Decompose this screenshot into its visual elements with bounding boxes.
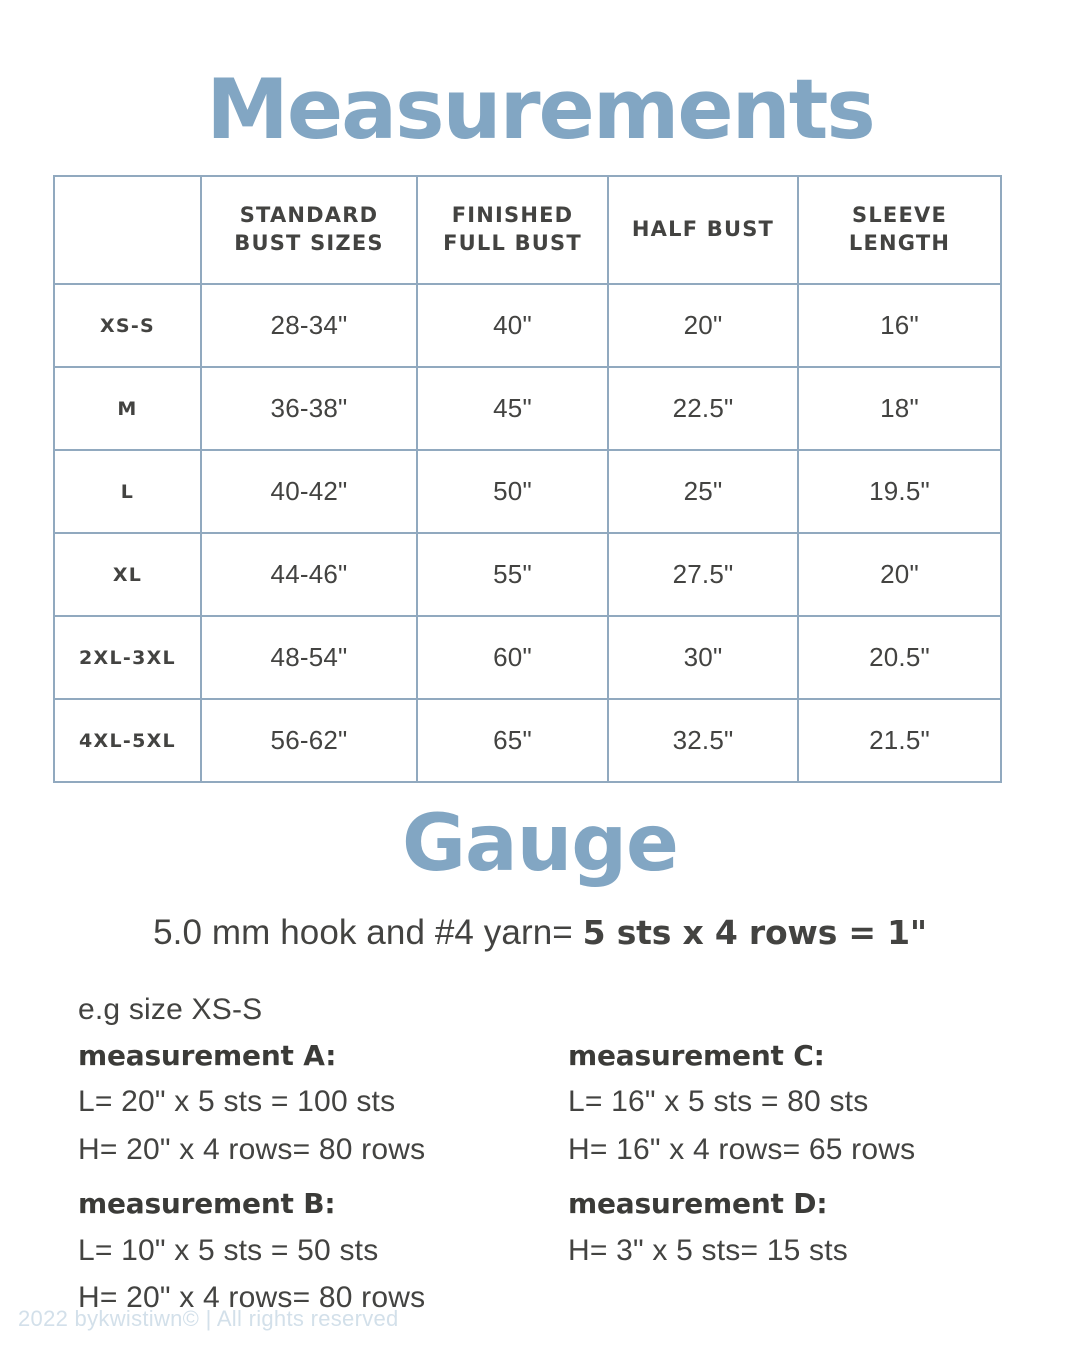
measurement-a-line-length: L= 20" x 5 sts = 100 sts <box>78 1085 396 1119</box>
measurement-b-line-height: H= 20" x 4 rows= 80 rows <box>78 1280 426 1314</box>
column-header-half-bust <box>608 176 798 284</box>
measurement-examples-grid <box>78 1033 1038 1329</box>
table-row <box>54 616 1001 699</box>
column-header-line-2: LENGTH <box>848 231 951 255</box>
cell-finished-full-bust: 60" <box>417 616 608 699</box>
measurement-d-line-height: H= 3" x 5 sts= 15 sts <box>568 1233 848 1267</box>
column-header-size <box>54 176 201 284</box>
cell-standard-bust: 40-42" <box>201 450 417 533</box>
measurement-block-b <box>78 1181 568 1321</box>
column-header-line-1: FINISHED <box>451 203 574 228</box>
measurement-d-heading: measurement D: <box>568 1187 828 1221</box>
table-header <box>54 176 1001 284</box>
cell-standard-bust: 56-62" <box>201 699 417 782</box>
cell-sleeve-length: 20" <box>798 533 1001 616</box>
row-header-size: XL <box>54 533 201 616</box>
example-size-label: e.g size XS-S <box>78 993 263 1026</box>
gauge-summary-line <box>0 913 1080 953</box>
measurements-table <box>53 175 1002 783</box>
measurement-column-right <box>568 1033 1058 1329</box>
table-row <box>54 450 1001 533</box>
measurement-b-heading: measurement B: <box>78 1187 336 1221</box>
cell-sleeve-length: 18" <box>798 367 1001 450</box>
cell-half-bust: 22.5" <box>608 367 798 450</box>
cell-finished-full-bust: 65" <box>417 699 608 782</box>
measurement-column-left <box>78 1033 568 1329</box>
cell-standard-bust: 36-38" <box>201 367 417 450</box>
cell-finished-full-bust: 55" <box>417 533 608 616</box>
cell-sleeve-length: 16" <box>798 284 1001 367</box>
column-header-line-1: SLEEVE <box>852 203 947 228</box>
measurement-block-c <box>568 1033 1058 1173</box>
measurement-c-line-length: L= 16" x 5 sts = 80 sts <box>568 1085 869 1119</box>
measurement-b-line-length: L= 10" x 5 sts = 50 sts <box>78 1233 379 1267</box>
column-header-line-2: BUST SIZES <box>234 231 384 255</box>
cell-sleeve-length: 19.5" <box>798 450 1001 533</box>
cell-finished-full-bust: 45" <box>417 367 608 450</box>
cell-finished-full-bust: 40" <box>417 284 608 367</box>
column-header-finished-full-bust <box>417 176 608 284</box>
table-header-row <box>54 176 1001 284</box>
column-header-line-2: FULL BUST <box>443 231 582 255</box>
measurement-a-heading: measurement A: <box>78 1039 337 1072</box>
cell-sleeve-length: 20.5" <box>798 616 1001 699</box>
column-header-sleeve-length <box>798 176 1001 284</box>
table-body <box>54 284 1001 782</box>
cell-finished-full-bust: 50" <box>417 450 608 533</box>
cell-half-bust: 30" <box>608 616 798 699</box>
copyright-footer: 2022 bykwistiwn© | All rights reserved <box>18 1306 399 1331</box>
row-header-size: M <box>54 367 201 450</box>
measurement-a-line-height: H= 20" x 4 rows= 80 rows <box>78 1132 426 1166</box>
cell-standard-bust: 28-34" <box>201 284 417 367</box>
cell-half-bust: 25" <box>608 450 798 533</box>
column-header-standard-bust-sizes <box>201 176 417 284</box>
cell-half-bust: 20" <box>608 284 798 367</box>
row-header-size: XS-S <box>54 284 201 367</box>
measurement-c-heading: measurement C: <box>568 1039 825 1072</box>
measurement-block-a <box>78 1033 568 1173</box>
cell-sleeve-length: 21.5" <box>798 699 1001 782</box>
gauge-hook-yarn-text: 5.0 mm hook and #4 yarn= <box>153 913 583 952</box>
row-header-size: 2XL-3XL <box>54 616 201 699</box>
measurement-c-line-height: H= 16" x 4 rows= 65 rows <box>568 1132 916 1166</box>
gauge-ratio-text: 5 sts x 4 rows = 1" <box>582 913 927 952</box>
size-table-container <box>0 175 1080 783</box>
column-header-line-1: STANDARD <box>239 203 379 228</box>
cell-standard-bust: 48-54" <box>201 616 417 699</box>
table-row <box>54 367 1001 450</box>
column-header-line-1: HALF BUST <box>631 217 775 242</box>
cell-half-bust: 32.5" <box>608 699 798 782</box>
table-row <box>54 699 1001 782</box>
row-header-size: 4XL-5XL <box>54 699 201 782</box>
cell-standard-bust: 44-46" <box>201 533 417 616</box>
measurement-block-d <box>568 1181 1058 1274</box>
page-title-measurements: Measurements <box>206 61 874 158</box>
row-header-size: L <box>54 450 201 533</box>
page-title-gauge: Gauge <box>402 799 678 889</box>
table-row <box>54 284 1001 367</box>
table-row <box>54 533 1001 616</box>
cell-half-bust: 27.5" <box>608 533 798 616</box>
